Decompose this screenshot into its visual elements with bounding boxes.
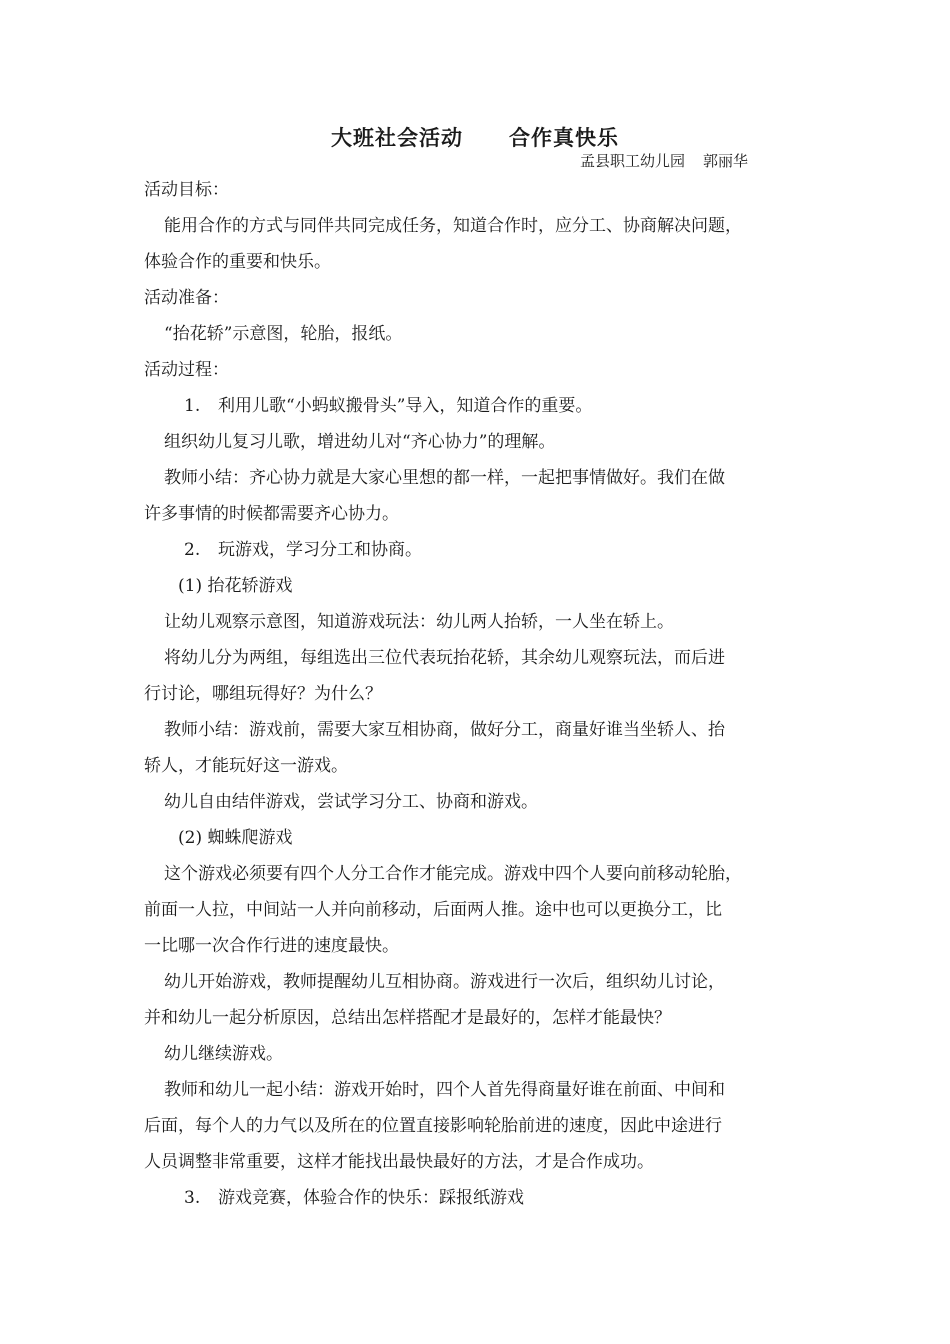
subheading-game-1: (1) 抬花轿游戏: [178, 576, 293, 596]
paragraph-line: 轿人，才能玩好这一游戏。: [144, 756, 348, 776]
numbered-step-3: [144, 1180, 824, 1216]
step-number: 1.: [184, 396, 201, 416]
paragraph-line: 将幼儿分为两组，每组选出三位代表玩抬花轿，其余幼儿观察玩法，而后进: [164, 648, 725, 668]
paragraph-line: 幼儿自由结伴游戏，尝试学习分工、协商和游戏。: [164, 792, 538, 812]
paragraph-line: 许多事情的时候都需要齐心协力。: [144, 504, 399, 524]
paragraph-line: 人员调整非常重要，这样才能找出最快最好的方法，才是合作成功。: [144, 1152, 654, 1172]
paragraph-line: 并和幼儿一起分析原因，总结出怎样搭配才是最好的，怎样才能最快？: [144, 1008, 671, 1028]
paragraph-line: 这个游戏必须要有四个人分工合作才能完成。游戏中四个人要向前移动轮胎，: [164, 864, 742, 884]
author-name: 郭丽华: [703, 152, 749, 170]
paragraph-line: 教师小结：游戏前，需要大家互相协商，做好分工，商量好谁当坐轿人、抬: [164, 720, 725, 740]
document-title: [0, 122, 950, 152]
paragraph-line: 组织幼儿复习儿歌，增进幼儿对“齐心协力”的理解。: [164, 432, 556, 452]
paragraph-line: “抬花轿”示意图，轮胎，报纸。: [164, 324, 403, 344]
step-text: 利用儿歌“小蚂蚁搬骨头”导入，知道合作的重要。: [218, 396, 593, 416]
title-part-2: 合作真快乐: [509, 125, 619, 150]
paragraph-line: 体验合作的重要和快乐。: [144, 252, 331, 272]
paragraph-line: 教师和幼儿一起小结：游戏开始时，四个人首先得商量好谁在前面、中间和: [164, 1080, 725, 1100]
paragraph-line: 幼儿开始游戏，教师提醒幼儿互相协商。游戏进行一次后，组织幼儿讨论，: [164, 972, 725, 992]
paragraph-line: 让幼儿观察示意图，知道游戏玩法：幼儿两人抬轿，一人坐在轿上。: [164, 612, 674, 632]
section-heading-goals: 活动目标：: [144, 180, 229, 200]
numbered-step-2: [144, 532, 824, 568]
paragraph-line: 教师小结：齐心协力就是大家心里想的都一样，一起把事情做好。我们在做: [164, 468, 725, 488]
section-heading-process: 活动过程：: [144, 360, 229, 380]
step-text: 玩游戏，学习分工和协商。: [218, 540, 422, 560]
paragraph-line: 幼儿继续游戏。: [164, 1044, 283, 1064]
step-number: 3.: [184, 1188, 201, 1208]
paragraph-line: 行讨论，哪组玩得好？为什么？: [144, 684, 382, 704]
paragraph-line: 一比哪一次合作行进的速度最快。: [144, 936, 399, 956]
numbered-step-1: [144, 388, 824, 424]
subheading-game-2: (2) 蜘蛛爬游戏: [178, 828, 293, 848]
title-part-1: 大班社会活动: [331, 125, 463, 150]
document-body: [144, 172, 824, 1216]
paragraph-line: 前面一人拉，中间站一人并向前移动，后面两人推。途中也可以更换分工，比: [144, 900, 722, 920]
paragraph-line: 后面，每个人的力气以及所在的位置直接影响轮胎前进的速度，因此中途进行: [144, 1116, 722, 1136]
author-school: 孟县职工幼儿园: [580, 152, 686, 170]
author-line: [580, 150, 748, 171]
section-heading-preparation: 活动准备：: [144, 288, 229, 308]
paragraph-line: 能用合作的方式与同伴共同完成任务，知道合作时，应分工、协商解决问题，: [164, 216, 742, 236]
step-number: 2.: [184, 540, 201, 560]
step-text: 游戏竞赛，体验合作的快乐：踩报纸游戏: [218, 1188, 524, 1208]
